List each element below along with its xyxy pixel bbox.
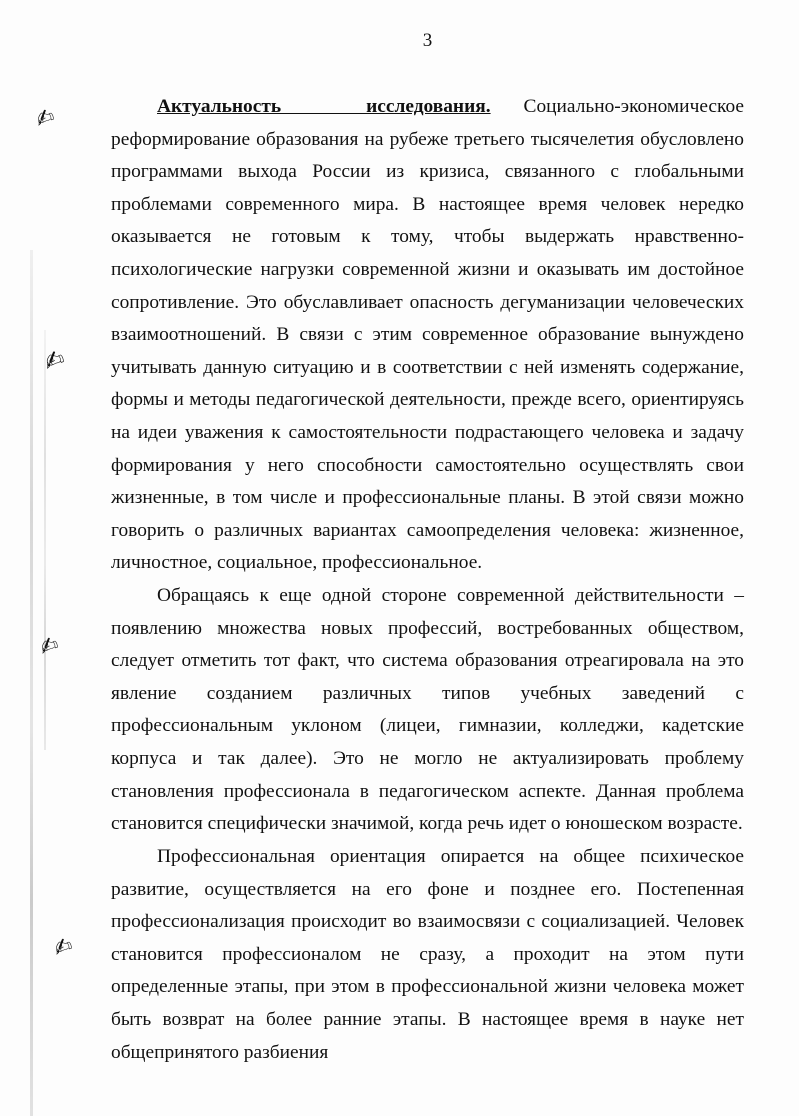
scan-edge-artifact [44,330,46,750]
paragraph-text: Профессиональная ориентация опирается на общее психическое развитие, осуществляется на его фоне и позднее его. Постепенная профессионализация происходит во взаимосвязи с социализацией. Человек становится профессионалом не сразу, а проходит на этом пути определенные этапы, при этом в профессиональной жизни человека может быть возврат на более ранние этапы. В настоящее время в науке нет общепринятого разбиения [111,846,744,1063]
paragraph-orientation [111,841,744,1069]
paragraph-text: Обращаясь к еще одной стороне современной действительности – появлению множества новых профессий, востребованных обществом, следует отметить тот факт, что система образования отреагировала на это явление созданием различных типов учебных заведений с профессиональным уклоном (лицеи, гимназии, колледжи, кадетские корпуса и так далее). Это не могло не актуализировать проблему становления профессионала в педагогическом аспекте. Данная проблема становится специфически значимой, когда речь идет о юношеском возрасте. [111,585,744,835]
paragraph-relevance [111,91,744,580]
margin-pen-mark-icon: ✍ [39,343,69,377]
margin-pen-mark-icon: ✍ [32,103,59,134]
paragraph-professions [111,580,744,841]
margin-pen-mark-icon: ✍ [36,631,63,662]
scan-edge-artifact [30,250,33,1116]
page-number: 3 [422,30,433,51]
margin-pen-mark-icon: ✍ [50,932,77,963]
section-heading: Актуальность исследования. [157,96,491,117]
paragraph-text: Социально-экономическое реформирование образования на рубеже третьего тысячелетия обусловлено программами выхода России из кризиса, связанного с глобальными проблемами современного мира. В настоящее время человек нередко оказывается не готовым к тому, чтобы выдержать нравственно-психологические нагрузки современной жизни и оказывать им достойное сопротивление. Это обуславливает опасность дегуманизации человеческих взаимоотношений. В связи с этим современное образование вынуждено учитывать данную ситуацию и в соответствии с ней изменять содержание, формы и методы педагогической деятельности, прежде всего, ориентируясь на идеи уважения к самостоятельности подрастающего человека и задачу формирования у него способности самостоятельно осуществлять свои жизненные, в том числе и профессиональные планы. В этой связи можно говорить о различных вариантах самоопределения человека: жизненное, личностное, социальное, профессиональное. [111,96,744,574]
